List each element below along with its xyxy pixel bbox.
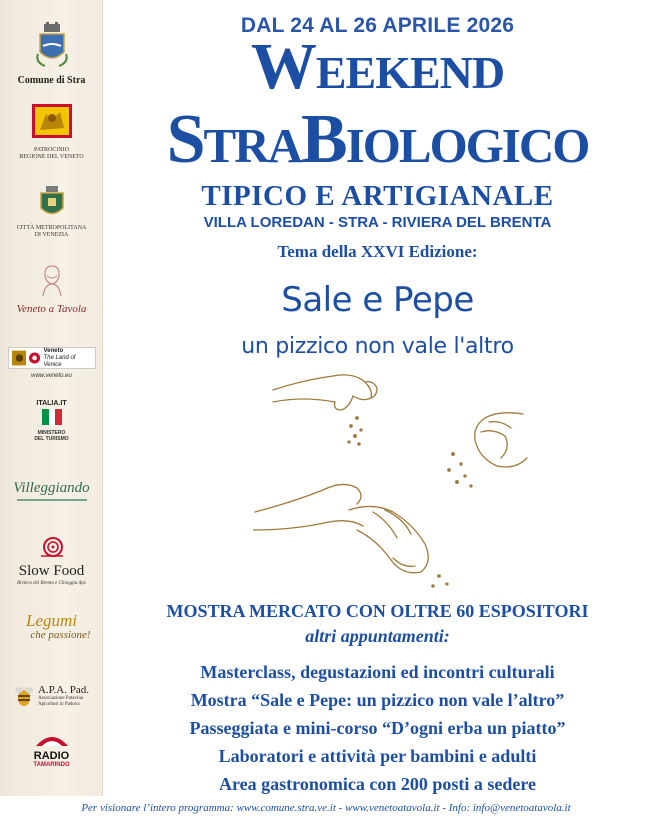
veneto-lion-icon (12, 350, 27, 366)
sponsor-citta-metropolitana (0, 186, 103, 239)
program-item: Mostra “Sale e Pepe: un pizzico non vale l’altro” (190, 690, 565, 710)
program-item: Passeggiata e mini-corso “D’ogni erba un piatto” (189, 718, 566, 738)
sponsor-slow-food (0, 536, 103, 587)
legumi-title: Legumi (26, 611, 77, 630)
veneto-tavola-figure-icon (37, 262, 67, 298)
subtitle-tipico: TIPICO E ARTIGIANALE (201, 180, 554, 212)
event-dates: DAL 24 AL 26 APRILE 2026 (240, 14, 515, 37)
program-item: Masterclass, degustazioni ed incontri culturali (200, 662, 555, 682)
slowfood-sub: Riviera del Brenta e Chioggia Aps (17, 581, 86, 586)
veneto-brand-tagline: The Land of Venice (43, 354, 76, 368)
italia-label: ITALIA.IT (36, 400, 67, 407)
italy-flag-icon (42, 409, 62, 425)
comune-stra-label: Comune di Stra (17, 75, 86, 86)
regione-lion-icon (32, 104, 72, 142)
ministero-line2: DEL TURISMO (34, 436, 69, 442)
title-weekend: Weekend (250, 30, 505, 103)
sponsor-legumi (0, 612, 103, 641)
sponsor-comune-stra (0, 22, 103, 86)
sponsor-italia-ministero (0, 400, 103, 442)
radio-label: RADIO (33, 750, 70, 762)
location-line: VILLA LOREDAN - STRA - RIVIERA DEL BRENTA (203, 214, 552, 231)
legumi-sub: che passione! (30, 629, 91, 641)
tamarindo-label: TAMARINDO (33, 762, 70, 768)
ministero-line1: MINISTERO (37, 430, 66, 436)
comune-crest-icon (35, 22, 69, 70)
veneto-url: www.veneto.eu (31, 373, 72, 379)
altri-appuntamenti: altri appuntamenti: (305, 626, 450, 646)
sponsor-regione-veneto (0, 104, 103, 161)
villeggiando-label: Villeggiando (13, 480, 90, 496)
sponsor-veneto-land (0, 347, 103, 380)
program-list (103, 658, 652, 798)
veneto-brand-name: Veneto (43, 347, 64, 354)
slowfood-label: Slow Food (18, 563, 85, 579)
program-item: Laboratori e attività per bambini e adulti (218, 746, 537, 766)
veneto-tavola-label: Veneto a Tavola (16, 303, 87, 315)
apa-sub-line1: Associazione Patavina (37, 696, 84, 701)
villeggiando-underline (17, 499, 87, 501)
sponsor-veneto-a-tavola (0, 262, 103, 315)
veneto-star-icon (29, 352, 40, 364)
bee-icon (14, 684, 34, 708)
sponsor-radio-tamarindo (0, 732, 103, 768)
footer-info: Per visionare l’intero programma: www.comune.stra.ve.it - www.venetoatavola.it - Info: info@venetoatavola.it (81, 802, 571, 814)
metropolitana-crest-icon (38, 186, 66, 220)
regione-line2: REGIONE DEL VENETO (19, 154, 84, 160)
mostra-mercato: MOSTRA MERCATO CON OLTRE 60 ESPOSITORI (166, 601, 589, 621)
theme-title: Sale e Pepe (281, 280, 474, 320)
radio-arc-icon (32, 732, 72, 746)
metropolitana-line2: DI VENEZIA (34, 232, 69, 238)
snail-icon (39, 536, 65, 558)
apa-label: A.P.A. Pad. (37, 684, 90, 696)
apa-sub-line2: Apicoltori in Padova (37, 702, 80, 707)
sponsor-apa-pad (0, 684, 103, 708)
edition-label: Tema della XXVI Edizione: (277, 242, 478, 261)
title-strabiologico: StraBiologico (166, 101, 589, 178)
metropolitana-line1: CITTÀ METROPOLITANA (16, 225, 87, 231)
sponsor-villeggiando (0, 480, 103, 501)
regione-line1: PATROCINIO (33, 147, 70, 153)
program-item: Area gastronomica con 200 posti a sedere (219, 774, 536, 794)
veneto-land-badge (8, 347, 96, 369)
sponsor-sidebar (0, 0, 103, 796)
poster-main (103, 0, 652, 796)
hands-salt-pepper-illustration (253, 362, 533, 592)
theme-subtitle: un pizzico non vale l'altro (241, 334, 514, 359)
